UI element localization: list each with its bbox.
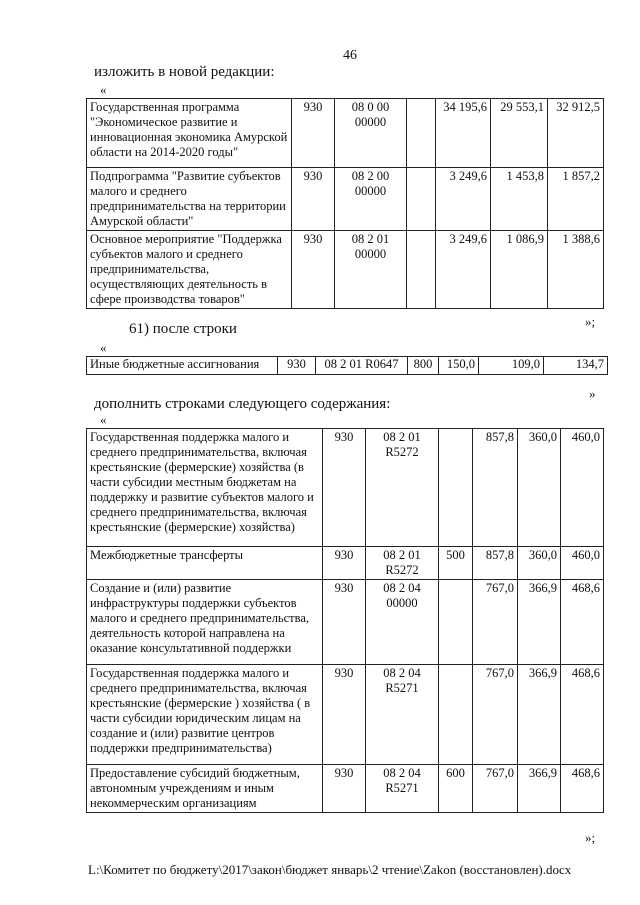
cell-article: 08 2 01 00000 bbox=[335, 231, 407, 309]
cell-value: 32 912,5 bbox=[548, 99, 604, 168]
table-row bbox=[87, 168, 604, 231]
cell-code: 930 bbox=[323, 765, 366, 813]
cell-code: 930 bbox=[323, 429, 366, 547]
cell-type: 600 bbox=[439, 765, 473, 813]
budget-table-2 bbox=[86, 356, 608, 375]
table-row bbox=[87, 765, 604, 813]
section-heading: изложить в новой редакции: bbox=[94, 64, 275, 80]
cell-value: 468,6 bbox=[561, 765, 604, 813]
table-row bbox=[87, 547, 604, 580]
cell-value: 134,7 bbox=[544, 357, 608, 375]
table-row bbox=[87, 665, 604, 765]
cell-value: 29 553,1 bbox=[491, 99, 548, 168]
cell-article: 08 2 04 R5271 bbox=[366, 665, 439, 765]
budget-table-3 bbox=[86, 428, 604, 813]
cell-article: 08 0 00 00000 bbox=[335, 99, 407, 168]
page-number: 46 bbox=[343, 48, 357, 63]
row-name: Предоставление субсидий бюджетным, автономным учреждениям и иным некоммерческим организациям bbox=[87, 765, 323, 813]
cell-value: 366,9 bbox=[518, 765, 561, 813]
cell-code: 930 bbox=[323, 580, 366, 665]
cell-type bbox=[439, 665, 473, 765]
table-row bbox=[87, 231, 604, 309]
cell-article: 08 2 01 R5272 bbox=[366, 429, 439, 547]
budget-table-1 bbox=[86, 98, 604, 309]
cell-value: 3 249,6 bbox=[436, 231, 491, 309]
row-name: Иные бюджетные ассигнования bbox=[87, 357, 278, 375]
cell-value: 460,0 bbox=[561, 429, 604, 547]
row-name: Государственная поддержка малого и среднего предпринимательства, включая крестьянские (фермерские ) хозяйства ( в части субсидии юридическим лицам на создание и (или) развитие центров поддержки предпринимательства) bbox=[87, 665, 323, 765]
cell-article: 08 2 01 R0647 bbox=[316, 357, 408, 375]
row-name: Создание и (или) развитие инфраструктуры поддержки субъектов малого и среднего предпринимательства, деятельность которой направлена на оказание консультативной поддержки bbox=[87, 580, 323, 665]
cell-value: 360,0 bbox=[518, 429, 561, 547]
footer-file-path: L:\Комитет по бюджету\2017\закон\бюджет январь\2 чтение\Zakon (восстановлен).docx bbox=[88, 862, 572, 877]
open-quote: « bbox=[100, 82, 107, 97]
cell-code: 930 bbox=[323, 665, 366, 765]
cell-type bbox=[407, 231, 436, 309]
cell-type bbox=[439, 580, 473, 665]
row-name: Государственная программа "Экономическое развитие и инновационная экономика Амурской области на 2014-2020 годы" bbox=[87, 99, 292, 168]
table-row bbox=[87, 429, 604, 547]
cell-code: 930 bbox=[292, 99, 335, 168]
cell-article: 08 2 04 R5271 bbox=[366, 765, 439, 813]
cell-value: 767,0 bbox=[473, 580, 518, 665]
row-name: Межбюджетные трансферты bbox=[87, 547, 323, 580]
cell-value: 460,0 bbox=[561, 547, 604, 580]
cell-value: 1 453,8 bbox=[491, 168, 548, 231]
cell-value: 360,0 bbox=[518, 547, 561, 580]
open-quote: « bbox=[100, 412, 107, 427]
cell-value: 366,9 bbox=[518, 665, 561, 765]
cell-value: 767,0 bbox=[473, 765, 518, 813]
cell-value: 857,8 bbox=[473, 547, 518, 580]
cell-code: 930 bbox=[278, 357, 316, 375]
cell-type: 500 bbox=[439, 547, 473, 580]
section-heading: 61) после строки bbox=[129, 321, 237, 337]
row-name: Основное мероприятие "Поддержка субъектов малого и среднего предпринимательства, осуществляющих деятельность в сфере производства товаров" bbox=[87, 231, 292, 309]
cell-value: 468,6 bbox=[561, 580, 604, 665]
close-quote: »; bbox=[585, 830, 596, 845]
table-row bbox=[87, 357, 608, 375]
cell-value: 3 249,6 bbox=[436, 168, 491, 231]
cell-type bbox=[439, 429, 473, 547]
close-quote: » bbox=[589, 386, 596, 401]
cell-article: 08 2 00 00000 bbox=[335, 168, 407, 231]
cell-type bbox=[407, 99, 436, 168]
cell-code: 930 bbox=[292, 168, 335, 231]
row-name: Государственная поддержка малого и среднего предпринимательства, включая крестьянские (фермерские) хозяйства (в части субсидии местным бюджетам на поддержку и развитие субъектов малого и среднего предпринимательства, включая крестьянские (фермерские) хозяйства) bbox=[87, 429, 323, 547]
cell-value: 1 857,2 bbox=[548, 168, 604, 231]
cell-value: 857,8 bbox=[473, 429, 518, 547]
open-quote: « bbox=[100, 340, 107, 355]
cell-value: 1 388,6 bbox=[548, 231, 604, 309]
cell-code: 930 bbox=[292, 231, 335, 309]
cell-code: 930 bbox=[323, 547, 366, 580]
table-row bbox=[87, 99, 604, 168]
cell-type bbox=[407, 168, 436, 231]
cell-value: 366,9 bbox=[518, 580, 561, 665]
cell-value: 767,0 bbox=[473, 665, 518, 765]
row-name: Подпрограмма "Развитие субъектов малого и среднего предпринимательства на территории Амурской области" bbox=[87, 168, 292, 231]
table-row bbox=[87, 580, 604, 665]
cell-value: 34 195,6 bbox=[436, 99, 491, 168]
cell-value: 150,0 bbox=[439, 357, 479, 375]
cell-type: 800 bbox=[408, 357, 439, 375]
cell-value: 1 086,9 bbox=[491, 231, 548, 309]
cell-article: 08 2 01 R5272 bbox=[366, 547, 439, 580]
close-quote: »; bbox=[585, 314, 596, 329]
cell-value: 468,6 bbox=[561, 665, 604, 765]
section-heading: дополнить строками следующего содержания: bbox=[94, 396, 391, 412]
cell-value: 109,0 bbox=[479, 357, 544, 375]
cell-article: 08 2 04 00000 bbox=[366, 580, 439, 665]
